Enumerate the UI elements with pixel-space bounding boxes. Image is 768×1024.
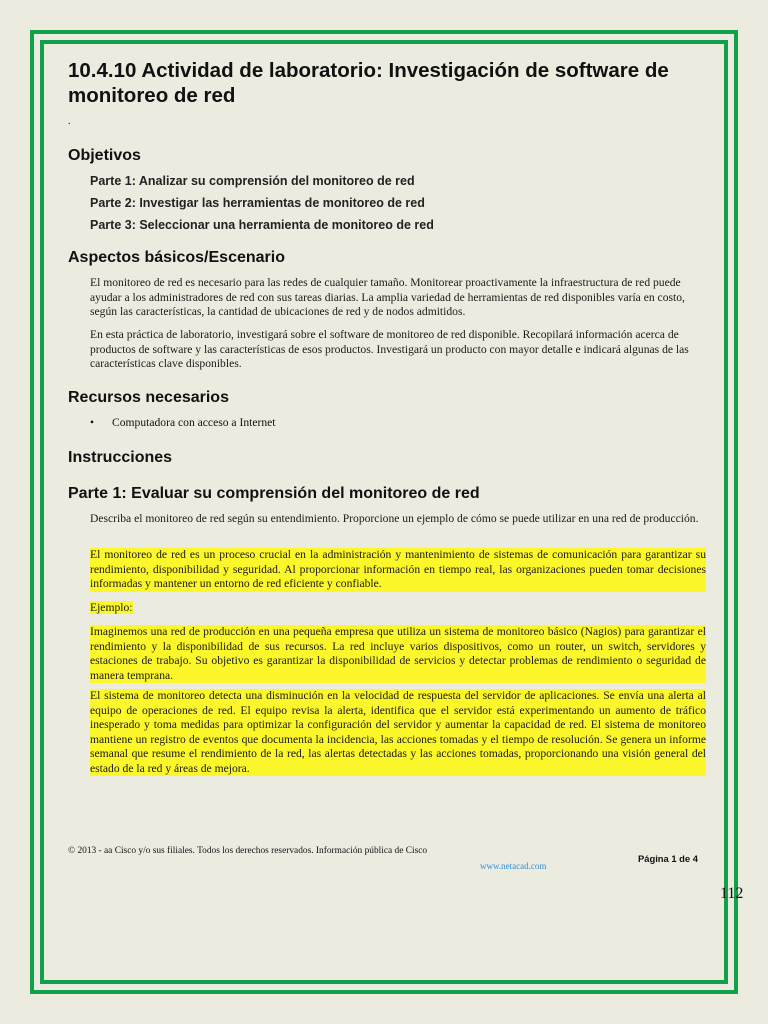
- answer-paragraph: El sistema de monitoreo detecta una disminución en la velocidad de respuesta del servidor de aplicaciones. Se envía una alerta al equipo de operaciones de red. El equipo revisa la alerta, identifica que el servidor está experimentando un aumento de tráfico inesperado y toma medidas para optimizar la configuración del servidor y aumentar la capacidad de red. El sistema de monitoreo mantiene un registro de eventos que documenta la incidencia, las acciones tomadas y el tiempo de resolución. Se genera un informe semanal que resume el rendimiento de la red, las alertas detectadas y las acciones tomadas, proporcionando una visión general del estado de la red y áreas de mejora.: [90, 689, 706, 775]
- document-page: [48, 48, 720, 976]
- objective-item: Parte 1: Analizar su comprensión del monitoreo de red: [90, 174, 415, 188]
- background-paragraph: El monitoreo de red es necesario para las redes de cualquier tamaño. Monitorear proactivamente la infraestructura de red puede ayudar a los administradores de red con sus tareas diarias. La amplia variedad de herramientas de red disponibles varía en costo, según las características, la cantidad de ubicaciones de red y de nodos admitidos.: [90, 276, 685, 318]
- title-dot: .: [68, 116, 71, 127]
- objectives-heading: Objetivos: [68, 147, 141, 164]
- answer-paragraph: El monitoreo de red es un proceso crucial en la administración y mantenimiento de sistemas de comunicación para garantizar su rendimiento, disponibilidad y seguridad. Al proporcionar información en tiempo real, las organizaciones pueden tomar decisiones informadas y mantener un entorno de red eficiente y confiable.: [90, 548, 706, 590]
- instructions-heading: Instrucciones: [68, 449, 173, 466]
- objective-item: Parte 3: Seleccionar una herramienta de monitoreo de red: [90, 218, 434, 232]
- example-label: Ejemplo:: [90, 601, 133, 614]
- footer-link[interactable]: www.netacad.com: [480, 861, 547, 871]
- side-page-number: 112: [720, 885, 744, 902]
- objective-item: Parte 2: Investigar las herramientas de monitoreo de red: [90, 196, 425, 210]
- resources-heading: Recursos necesarios: [68, 389, 229, 406]
- answer-example-label: [90, 601, 706, 616]
- footer-copyright: © 2013 - aa Cisco y/o sus filiales. Todos los derechos reservados. Información pública de Cisco: [68, 846, 428, 856]
- part1-heading: Parte 1: Evaluar su comprensión del monitoreo de red: [68, 485, 480, 502]
- resource-label: Computadora con acceso a Internet: [112, 416, 276, 429]
- answer-paragraph: Imaginemos una red de producción en una pequeña empresa que utiliza un sistema de monitoreo básico (Nagios) para garantizar el rendimiento y la disponibilidad de sus recursos. La red incluye varios dispositivos, como un router, un switch, servidores y estaciones de trabajo. Su objetivo es garantizar la disponibilidad de servicios y detectar problemas de rendimiento o seguridad de manera temprana.: [90, 625, 706, 682]
- background-paragraph: En esta práctica de laboratorio, investigará sobre el software de monitoreo de red disponible. Recopilará información acerca de productos de software y las características de esos productos. Investigará un producto con mayor detalle e indicará algunas de las características clave disponibles.: [90, 328, 689, 370]
- document-title: 10.4.10 Actividad de laboratorio: Investigación de software de monitoreo de red: [68, 59, 669, 107]
- part1-prompt: Describa el monitoreo de red según su entendimiento. Proporcione un ejemplo de cómo se puede utilizar en una red de producción.: [90, 512, 699, 525]
- resource-list-item: [90, 416, 276, 431]
- bullet-icon: •: [90, 416, 95, 429]
- background-heading: Aspectos básicos/Escenario: [68, 249, 285, 266]
- footer-page-number: Página 1 de 4: [638, 853, 698, 864]
